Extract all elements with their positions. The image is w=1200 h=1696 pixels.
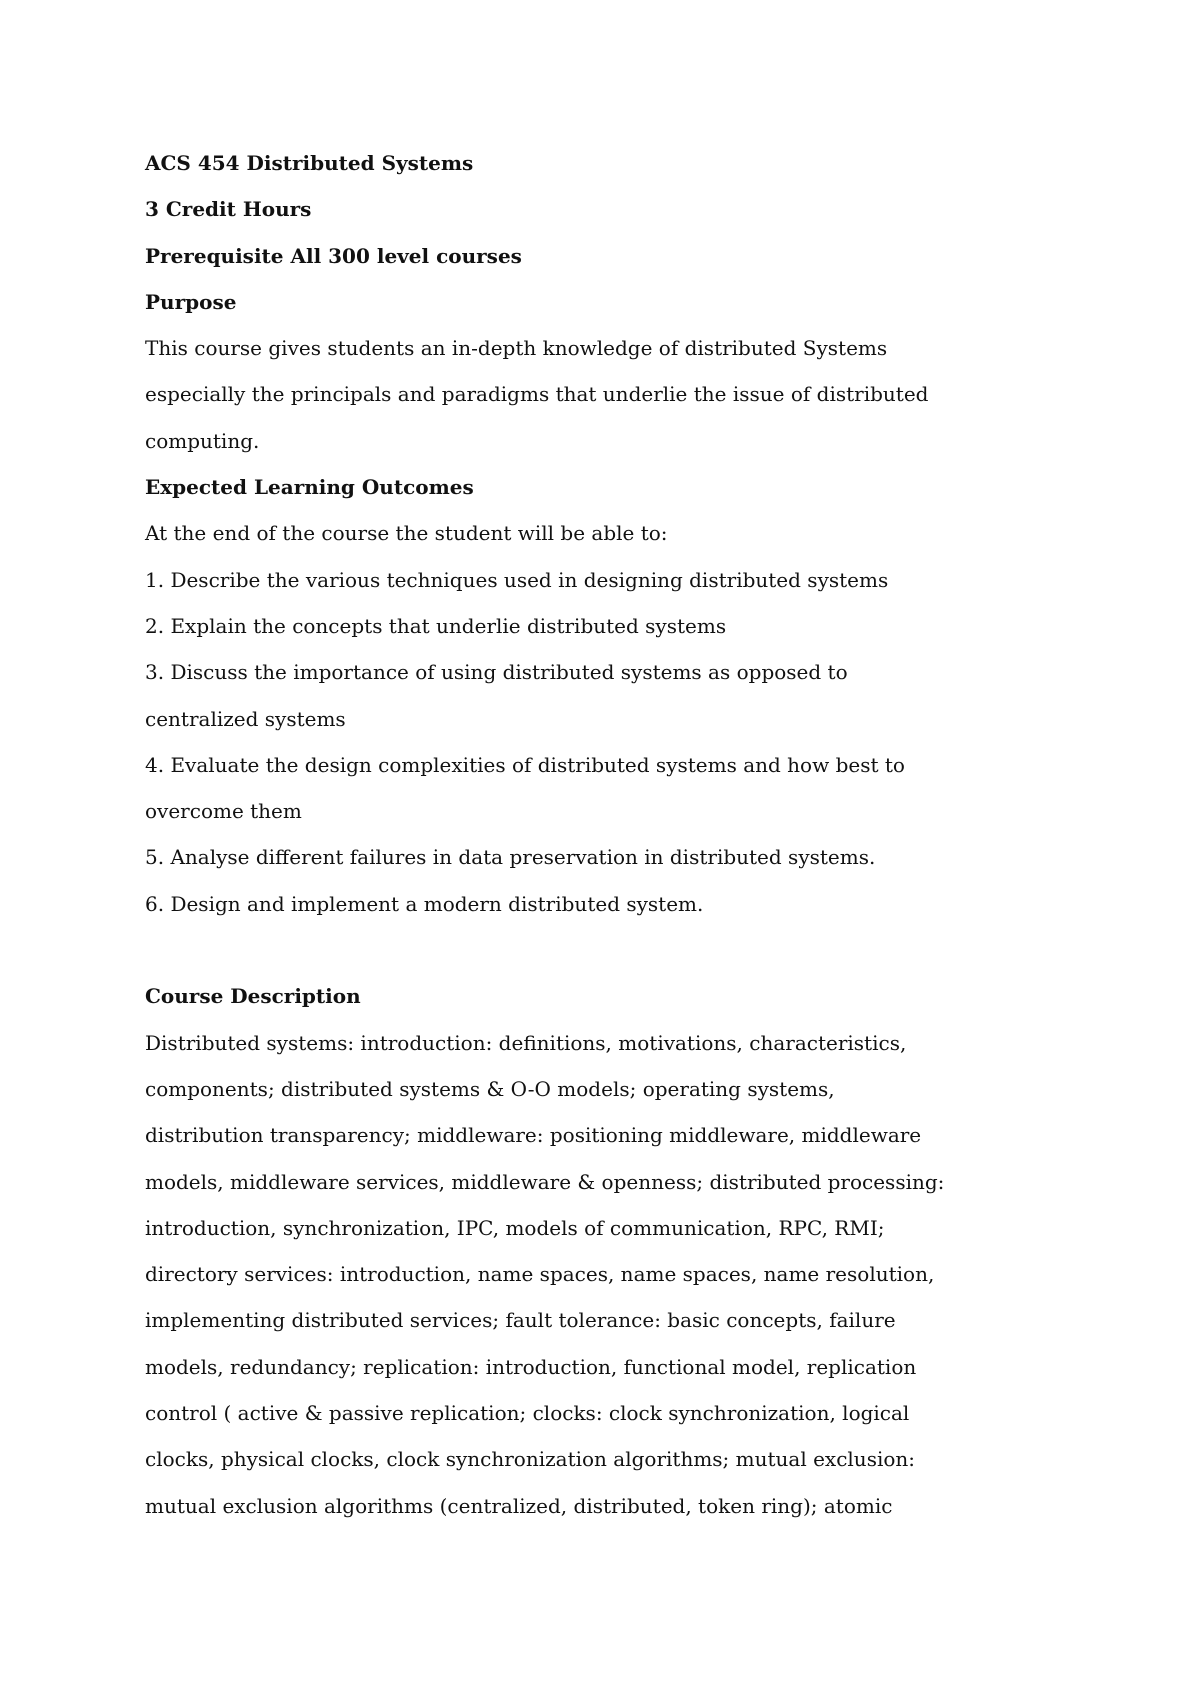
purpose-line: especially the principals and paradigms that underlie the issue of distributed [145, 382, 929, 407]
prerequisite: Prerequisite All 300 level courses [145, 243, 522, 268]
purpose-line: This course gives students an in-depth knowledge of distributed Systems [145, 336, 888, 361]
document-body [145, 140, 945, 1529]
purpose-line: computing. [145, 428, 260, 453]
description-line: mutual exclusion algorithms (centralized, distributed, token ring); atomic [145, 1493, 893, 1518]
outcome-item: 4. Evaluate the design complexities of distributed systems and how best to [145, 752, 905, 777]
description-line: introduction, synchronization, IPC, models of communication, RPC, RMI; [145, 1215, 885, 1240]
section-spacer [145, 927, 935, 973]
description-line: clocks, physical clocks, clock synchronization algorithms; mutual exclusion: [145, 1447, 916, 1472]
description-heading: Course Description [145, 984, 361, 1009]
description-line: models, redundancy; replication: introduction, functional model, replication [145, 1354, 917, 1379]
outcomes-intro: At the end of the course the student will be able to: [145, 521, 668, 546]
outcome-item: 3. Discuss the importance of using distributed systems as opposed to [145, 660, 848, 685]
outcome-item: overcome them [145, 799, 302, 824]
purpose-heading: Purpose [145, 289, 237, 314]
description-line: Distributed systems: introduction: definitions, motivations, characteristics, [145, 1030, 907, 1055]
outcome-item: 2. Explain the concepts that underlie distributed systems [145, 613, 727, 638]
description-line: models, middleware services, middleware & openness; distributed processing: [145, 1169, 945, 1194]
description-line: components; distributed systems & O-O models; operating systems, [145, 1076, 835, 1101]
credit-hours: 3 Credit Hours [145, 197, 312, 222]
outcome-item: 1. Describe the various techniques used in designing distributed systems [145, 567, 889, 592]
description-line: distribution transparency; middleware: positioning middleware, middleware [145, 1123, 922, 1148]
outcome-item: centralized systems [145, 706, 346, 731]
description-line: control ( active & passive replication; clocks: clock synchronization, logical [145, 1401, 910, 1426]
outcome-item: 6. Design and implement a modern distributed system. [145, 891, 704, 916]
description-line: directory services: introduction, name spaces, name spaces, name resolution, [145, 1262, 935, 1287]
description-line: implementing distributed services; fault tolerance: basic concepts, failure [145, 1308, 896, 1333]
outcome-item: 5. Analyse different failures in data preservation in distributed systems. [145, 845, 876, 870]
course-title: ACS 454 Distributed Systems [145, 151, 474, 175]
outcomes-heading: Expected Learning Outcomes [145, 475, 474, 500]
